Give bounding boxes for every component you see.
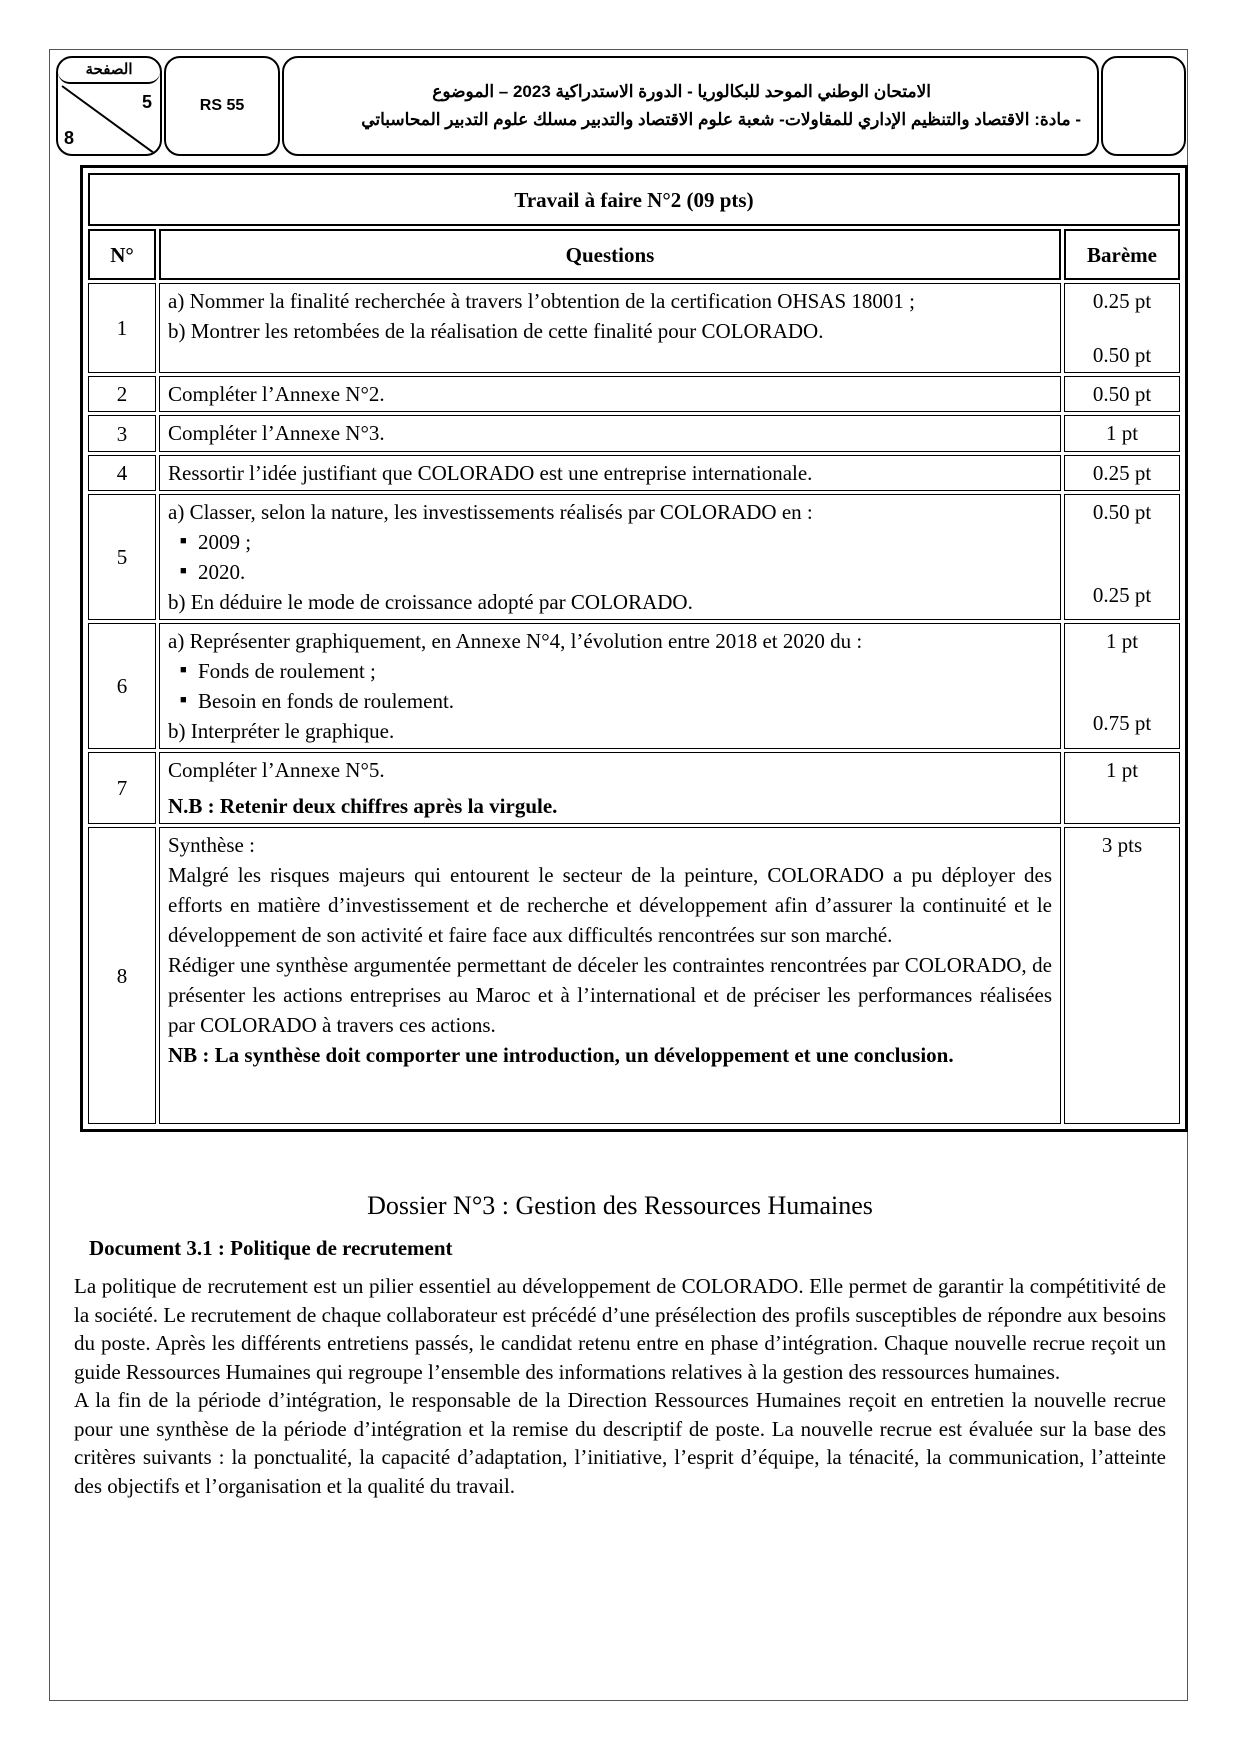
table-row bbox=[88, 494, 1180, 620]
bareme-value: 0.50 pt bbox=[1092, 500, 1152, 524]
table-row-bareme bbox=[1064, 455, 1180, 491]
bareme-value: 1 pt bbox=[1105, 758, 1139, 782]
exam-title-line1: الامتحان الوطني الموحد للبكالوريا - الدورة الاستدراكية 2023 – الموضوع bbox=[432, 82, 931, 101]
exam-title-box bbox=[282, 56, 1099, 156]
table-row bbox=[88, 455, 1180, 491]
questions-table bbox=[80, 165, 1188, 1132]
table-row bbox=[88, 376, 1180, 412]
page-number-box bbox=[56, 56, 162, 156]
header-bareme: Barème bbox=[1064, 229, 1180, 280]
page-current: 5 bbox=[141, 92, 152, 112]
table-row-question bbox=[159, 827, 1061, 1124]
document-body bbox=[74, 1272, 1166, 1500]
bareme-value: 3 pts bbox=[1101, 833, 1143, 857]
bareme-value: 0.75 pt bbox=[1092, 711, 1152, 735]
header-num: N° bbox=[88, 229, 156, 280]
blank-box bbox=[1101, 56, 1186, 156]
table-row-question bbox=[159, 752, 1061, 824]
dossier-title: Dossier N°3 : Gestion des Ressources Humaines bbox=[367, 1191, 873, 1220]
question-line: Malgré les risques majeurs qui entourent le secteur de la peinture, COLORADO a pu déployer des efforts en matière d’investissement et de recherche et développement afin d’assurer la continuité et le développement de son activité et faire face aux difficultés rencontrées sur son marché. bbox=[168, 863, 1052, 947]
question-line: a) Représenter graphiquement, en Annexe N°4, l’évolution entre 2018 et 2020 du : bbox=[168, 629, 863, 653]
page-total: 8 bbox=[64, 128, 75, 148]
table-row bbox=[88, 827, 1180, 1124]
question-line: ■ Besoin en fonds de roulement. bbox=[168, 686, 1052, 716]
row-number: 8 bbox=[88, 827, 156, 1124]
question-line: Synthèse : bbox=[168, 833, 255, 857]
bareme-value: 0.25 pt bbox=[1092, 289, 1152, 313]
table-row-question bbox=[159, 415, 1061, 452]
table-row-bareme bbox=[1064, 752, 1180, 824]
table-row-question bbox=[159, 283, 1061, 373]
bareme-value: 1 pt bbox=[1105, 629, 1139, 653]
question-line: b) En déduire le mode de croissance adopté par COLORADO. bbox=[168, 590, 693, 614]
row-number: 4 bbox=[88, 455, 156, 491]
question-line: ■ Fonds de roulement ; bbox=[168, 656, 1052, 686]
bareme-value: 0.25 pt bbox=[1092, 461, 1152, 485]
table-row-bareme bbox=[1064, 283, 1180, 373]
row-number: 6 bbox=[88, 623, 156, 749]
bareme-value: 0.50 pt bbox=[1092, 343, 1152, 367]
bareme-value: 0.25 pt bbox=[1092, 583, 1152, 607]
question-line: Compléter l’Annexe N°3. bbox=[168, 421, 385, 445]
question-line: Ressortir l’idée justifiant que COLORADO est une entreprise internationale. bbox=[168, 461, 813, 485]
question-line: NB : La synthèse doit comporter une introduction, un développement et une conclusion. bbox=[168, 1043, 954, 1067]
table-row-bareme bbox=[1064, 415, 1180, 452]
table-row-bareme bbox=[1064, 623, 1180, 749]
row-number: 5 bbox=[88, 494, 156, 620]
question-line: ■ 2020. bbox=[168, 557, 1052, 587]
paragraph: A la fin de la période d’intégration, le responsable de la Direction Ressources Humaines reçoit en entretien la nouvelle recrue pour une synthèse de la période d’intégration et la remise du descriptif de poste. La nouvelle recrue est évaluée sur la base des critères suivants : la ponctualité, la capacité d’adaptation, l’initiative, l’esprit d’équipe, la ténacité, la communication, l’atteinte des objectifs et l’organisation et la qualité du travail. bbox=[74, 1388, 1166, 1498]
document-heading: Document 3.1 : Politique de recrutement bbox=[89, 1236, 453, 1260]
row-number: 2 bbox=[88, 376, 156, 412]
question-line: a) Classer, selon la nature, les investissements réalisés par COLORADO en : bbox=[168, 500, 813, 524]
bareme-value: 1 pt bbox=[1105, 421, 1139, 445]
page-content bbox=[56, 56, 1186, 1500]
table-row-question bbox=[159, 623, 1061, 749]
row-number: 7 bbox=[88, 752, 156, 824]
table-row bbox=[88, 752, 1180, 824]
question-line: Compléter l’Annexe N°2. bbox=[168, 382, 385, 406]
paragraph: La politique de recrutement est un pilier essentiel au développement de COLORADO. Elle permet de garantir la compétitivité de la société. Le recrutement de chaque collaborateur est précédé d’une présélection des profils susceptibles de répondre aux besoins du poste. Après les différents entretiens passés, le candidat retenu entre en phase d’intégration. Chaque nouvelle recrue reçoit un guide Ressources Humaines qui regroupe l’ensemble des informations relatives à la gestion des ressources humaines. bbox=[74, 1274, 1166, 1384]
question-line: Rédiger une synthèse argumentée permettant de déceler les contraintes rencontrées par COLORADO, de présenter les actions entreprises au Maroc et à l’international et de préciser les performances réalisées par COLORADO à travers ces actions. bbox=[168, 953, 1052, 1037]
exam-title-line2: - مادة: الاقتصاد والتنظيم الإداري للمقاولات- شعبة علوم الاقتصاد والتدبير مسلك علوم التدبير المحاسباتي bbox=[361, 110, 1081, 129]
table-row-bareme bbox=[1064, 827, 1180, 1124]
bareme-value: 0.50 pt bbox=[1092, 382, 1152, 406]
page-label: الصفحة bbox=[58, 58, 160, 84]
table-row bbox=[88, 623, 1180, 749]
question-line: a) Nommer la finalité recherchée à travers l’obtention de la certification OHSAS 18001 ; bbox=[168, 289, 915, 313]
table-row-question bbox=[159, 455, 1061, 491]
table-row bbox=[88, 283, 1180, 373]
exam-code: RS 55 bbox=[164, 56, 280, 156]
table-row-bareme bbox=[1064, 376, 1180, 412]
question-line: b) Interpréter le graphique. bbox=[168, 719, 395, 743]
question-line: Compléter l’Annexe N°5. bbox=[168, 758, 385, 782]
table-row-question bbox=[159, 494, 1061, 620]
header-questions: Questions bbox=[159, 229, 1061, 280]
exam-header bbox=[56, 56, 1186, 156]
question-line: ■ 2009 ; bbox=[168, 527, 1052, 557]
question-line: b) Montrer les retombées de la réalisation de cette finalité pour COLORADO. bbox=[168, 319, 824, 343]
row-number: 1 bbox=[88, 283, 156, 373]
question-line: N.B : Retenir deux chiffres après la virgule. bbox=[168, 794, 558, 818]
table-title: Travail à faire N°2 (09 pts) bbox=[88, 173, 1180, 226]
table-row-question bbox=[159, 376, 1061, 412]
table-row bbox=[88, 415, 1180, 452]
row-number: 3 bbox=[88, 415, 156, 452]
table-row-bareme bbox=[1064, 494, 1180, 620]
